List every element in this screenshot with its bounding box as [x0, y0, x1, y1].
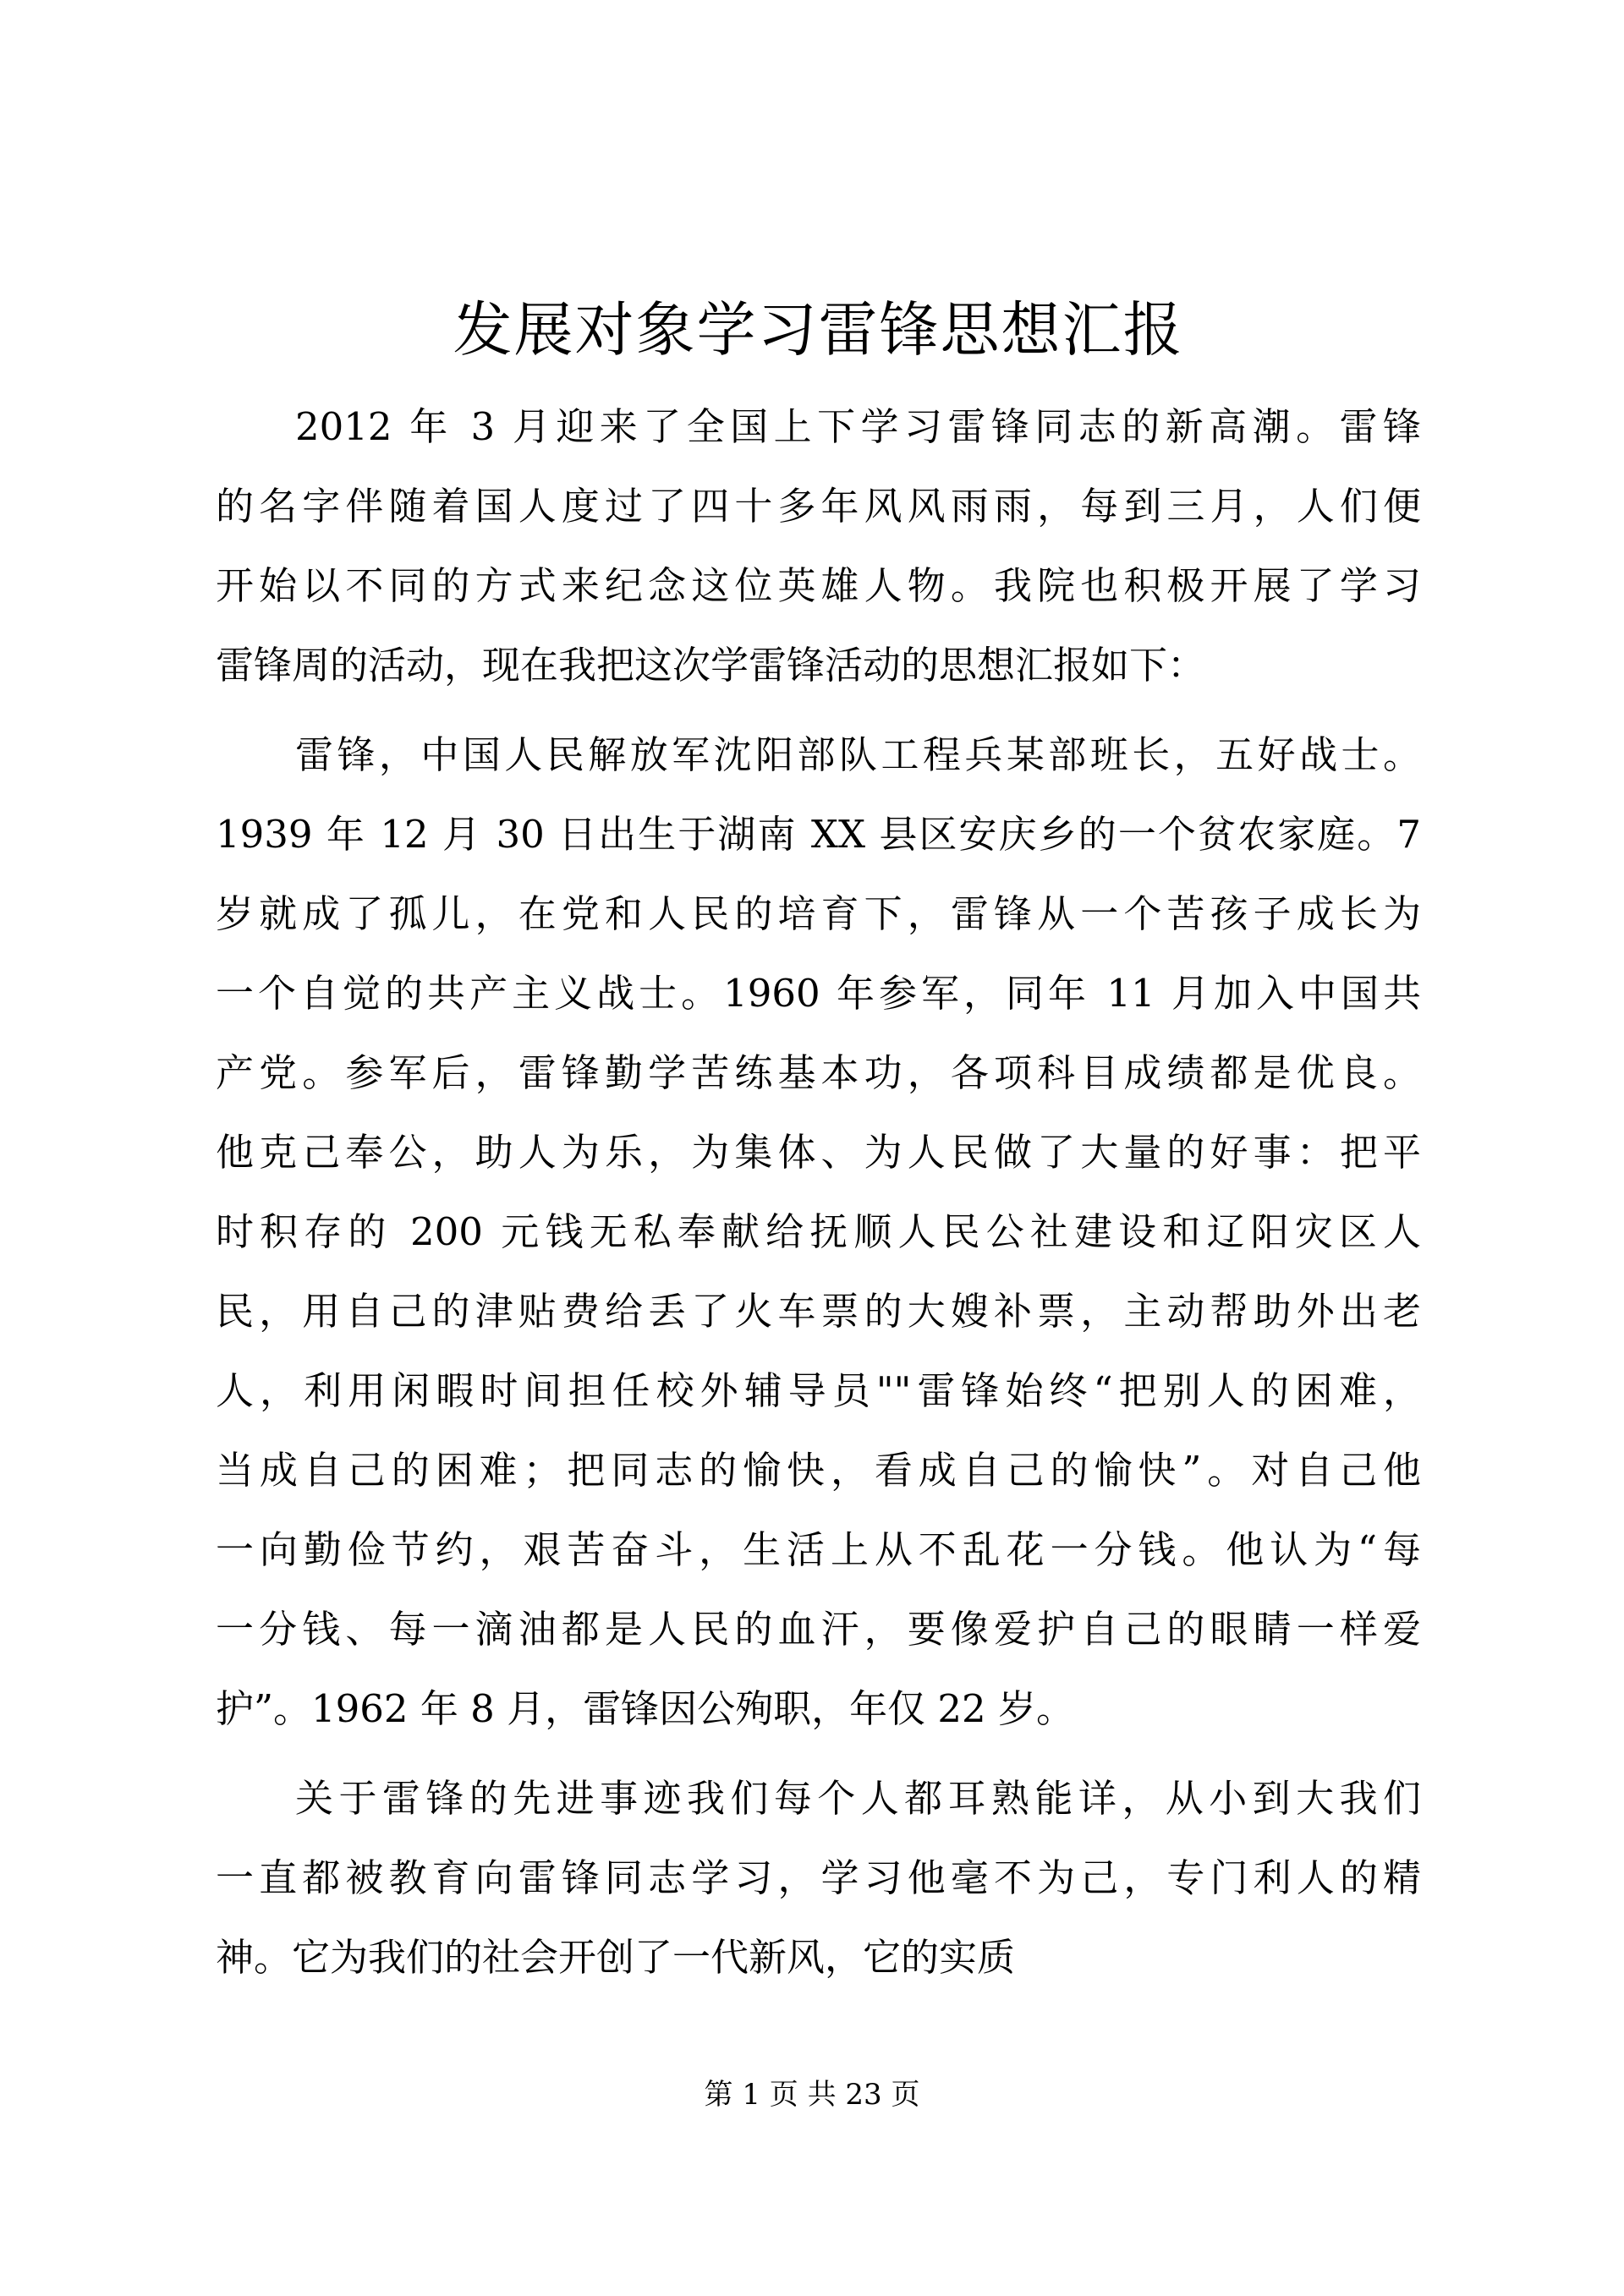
- text-line: 一直都被教育向雷锋同志学习，学习他毫不为己，专门利人的精: [216, 1855, 1421, 1900]
- text-line: 1939 年 12 月 30 日出生于湖南 XX 县区安庆乡的一个贫农家庭。7: [216, 812, 1421, 857]
- text-line: 神。它为我们的社会开创了一代新风，它的实质: [216, 1935, 1016, 1980]
- text-line: 时积存的 200 元钱无私奉献给抚顺人民公社建设和辽阳灾区人: [216, 1209, 1421, 1254]
- text-line: 开始以不同的方式来纪念这位英雄人物。我院也积极开展了学习: [216, 563, 1421, 608]
- paragraph-3: [216, 1759, 1421, 1997]
- text-line: 当成自己的困难；把同志的愉快，看成自己的愉快”。对自己他: [216, 1448, 1421, 1493]
- text-line: 关于雷锋的先进事迹我们每个人都耳熟能详，从小到大我们: [295, 1776, 1421, 1821]
- document-body: [216, 387, 1421, 1997]
- page-footer: 第 1 页 共 23 页: [704, 2078, 920, 2112]
- paragraph-spacer: [216, 1749, 1421, 1759]
- text-line: 民，用自己的津贴费给丢了火车票的大嫂补票，主动帮助外出老: [216, 1289, 1421, 1334]
- text-line: 护”。1962 年 8 月，雷锋因公殉职，年仅 22 岁。: [216, 1686, 1074, 1731]
- paragraph-1: [216, 387, 1421, 705]
- text-line: 人，利用闲暇时间担任校外辅导员""雷锋始终“把别人的困难，: [216, 1368, 1421, 1413]
- text-line: 他克己奉公，助人为乐，为集体、为人民做了大量的好事：把平: [216, 1130, 1421, 1175]
- text-line: 一向勤俭节约，艰苦奋斗，生活上从不乱花一分钱。他认为“每: [216, 1527, 1421, 1572]
- text-line: 一个自觉的共产主义战士。1960 年参军，同年 11 月加入中国共: [216, 971, 1421, 1016]
- text-line: 雷锋，中国人民解放军沈阳部队工程兵某部班长，五好战士。: [295, 732, 1421, 777]
- text-line: 岁就成了孤儿，在党和人民的培育下，雷锋从一个苦孩子成长为: [216, 891, 1421, 936]
- paragraph-2: [216, 715, 1421, 1749]
- text-line: 雷锋周的活动，现在我把这次学雷锋活动的思想汇报如下：: [216, 643, 1206, 688]
- text-line: 产党。参军后，雷锋勤学苦练基本功，各项科目成绩都是优良。: [216, 1050, 1421, 1095]
- paragraph-spacer: [216, 705, 1421, 715]
- document-title: 发展对象学习雷锋思想汇报: [453, 295, 1184, 364]
- text-line: 2012 年 3 月迎来了全国上下学习雷锋同志的新高潮。雷锋: [295, 404, 1421, 449]
- text-line: 一分钱、每一滴油都是人民的血汗，要像爱护自己的眼睛一样爱: [216, 1607, 1421, 1652]
- text-line: 的名字伴随着国人度过了四十多年风风雨雨，每到三月，人们便: [216, 484, 1421, 529]
